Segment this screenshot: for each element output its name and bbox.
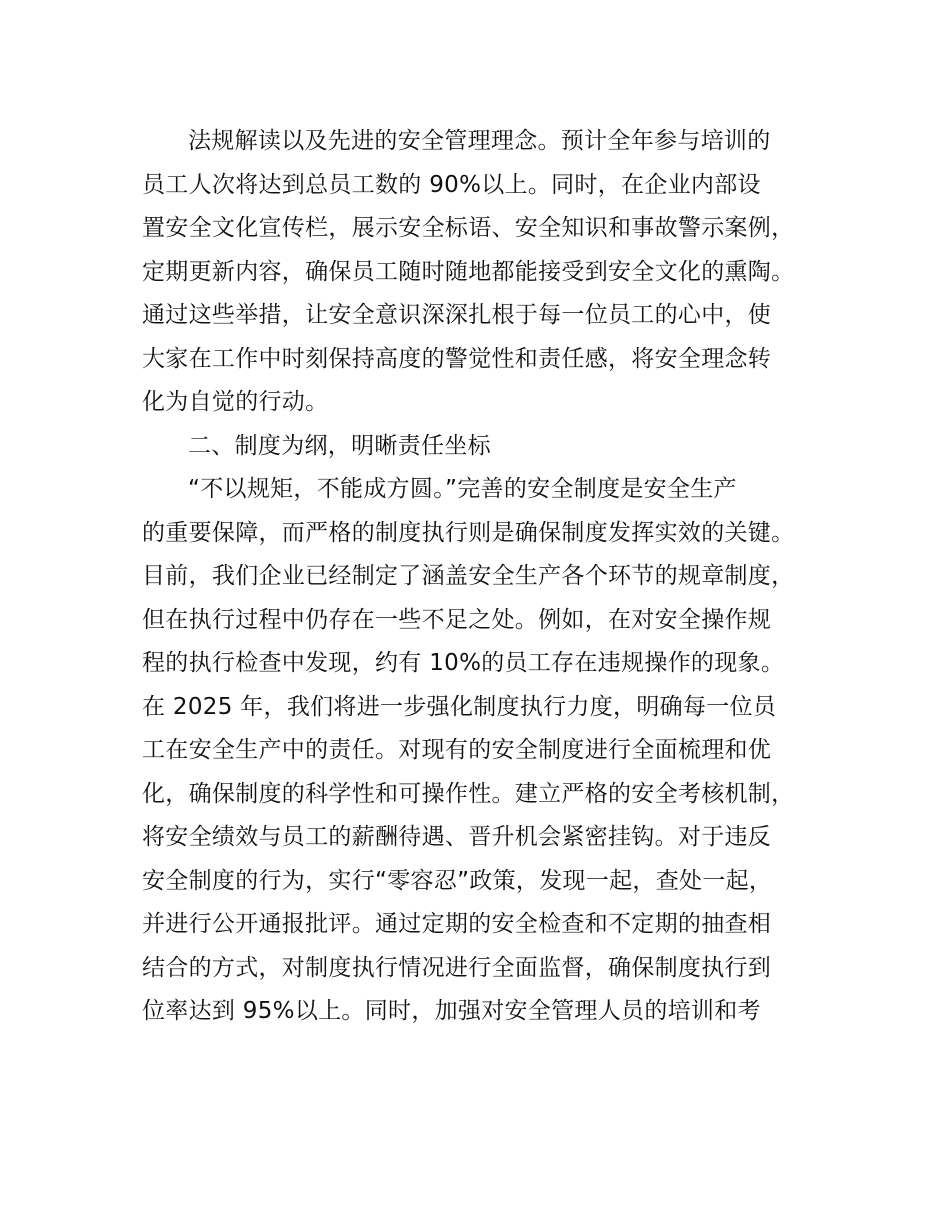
text-line: 化为自觉的行动。 <box>142 389 329 415</box>
paragraph-first-line: “不以规矩，不能成方圆。”完善的安全制度是安全生产 <box>188 476 737 502</box>
text-line: 在 2025 年，我们将进一步强化制度执行力度，明确每一位员 <box>142 693 777 720</box>
text-line: 工在安全生产中的责任。对现有的安全制度进行全面梳理和优 <box>142 737 772 763</box>
text-line: 化，确保制度的科学性和可操作性。建立严格的安全考核机制， <box>142 780 795 807</box>
text-line: 员工人次将达到总员工数的 90%以上。同时，在企业内部设 <box>142 171 761 198</box>
text-line: 程的执行检查中发现，约有 10%的员工存在违规操作的现象。 <box>142 650 785 676</box>
text-line: 置安全文化宣传栏，展示安全标语、安全知识和事故警示案例， <box>142 215 795 241</box>
text-line: 并进行公开通报批评。通过定期的安全检查和不定期的抽查相 <box>142 911 772 937</box>
text-line: 通过这些举措，让安全意识深深扎根于每一位员工的心中，使 <box>142 302 772 328</box>
text-line: 的重要保障，而严格的制度执行则是确保制度发挥实效的关键。 <box>142 519 795 546</box>
paragraph-first-line: 法规解读以及先进的安全管理理念。预计全年参与培训的 <box>188 128 771 154</box>
text-line: 定期更新内容，确保员工随时随地都能接受到安全文化的熏陶。 <box>142 258 795 285</box>
text-line: 结合的方式，对制度执行情况进行全面监督，确保制度执行到 <box>142 954 772 981</box>
text-line: 大家在工作中时刻保持高度的警觉性和责任感，将安全理念转 <box>142 345 772 372</box>
text-line: 目前，我们企业已经制定了涵盖安全生产各个环节的规章制度， <box>142 563 795 589</box>
text-line: 安全制度的行为，实行“零容忍”政策，发现一起，查处一起， <box>142 867 773 894</box>
paragraph-first-line: 二、制度为纲，明晰责任坐标 <box>188 432 491 459</box>
document-body <box>142 120 842 1034</box>
text-line: 位率达到 95%以上。同时，加强对安全管理人员的培训和考 <box>142 998 761 1024</box>
text-line: 将安全绩效与员工的薪酬待遇、晋升机会紧密挂钩。对于违反 <box>142 824 772 850</box>
text-line: 但在执行过程中仍存在一些不足之处。例如，在对安全操作规 <box>142 606 772 633</box>
